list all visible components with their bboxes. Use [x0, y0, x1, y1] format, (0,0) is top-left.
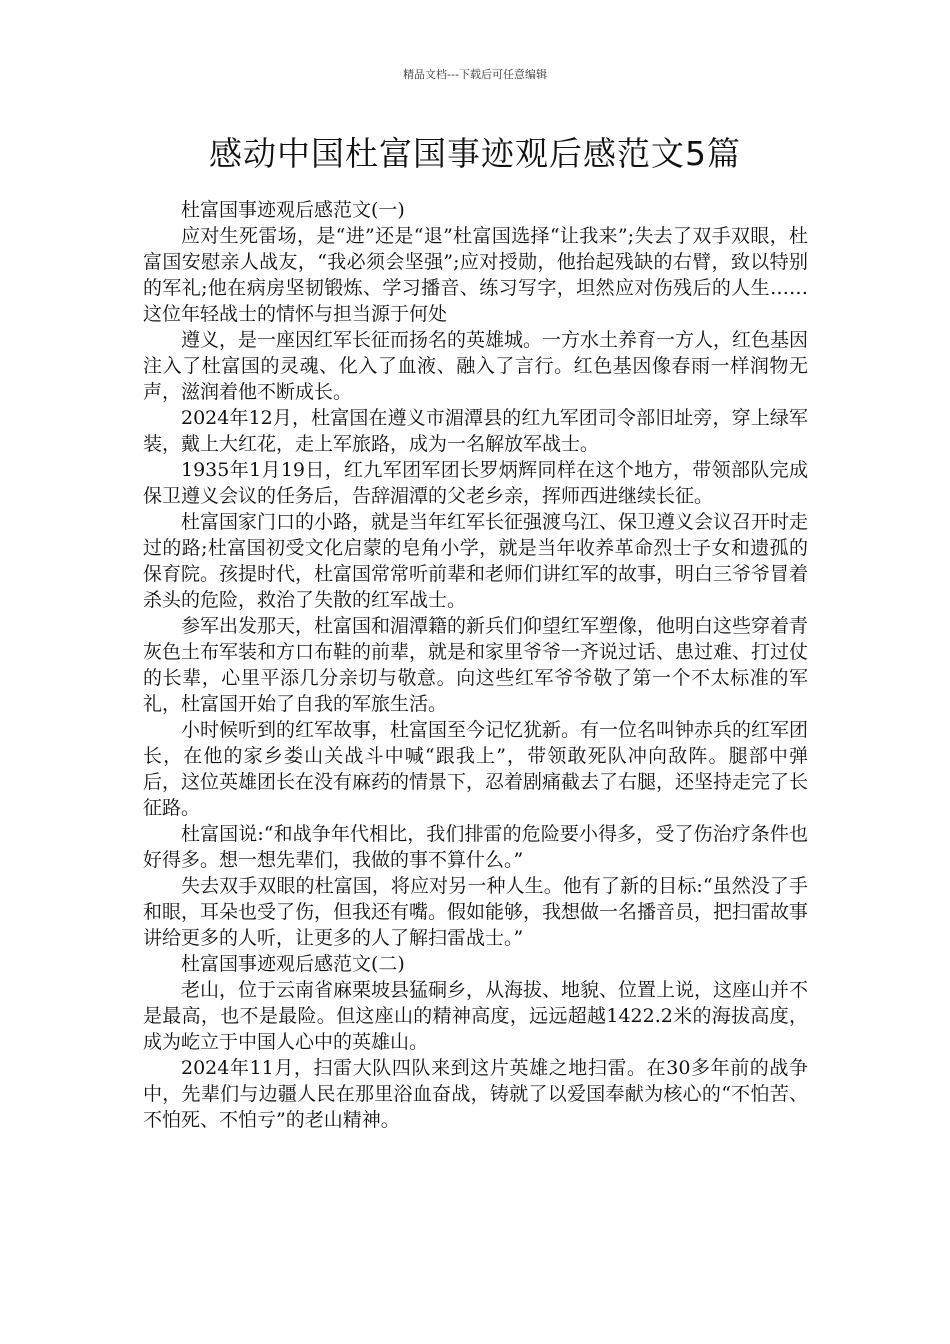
body-paragraph: 小时候听到的红军故事，杜富国至今记忆犹新。有一位名叫钟赤兵的红军团长，在他的家乡娄山关战斗中喊“跟我上”，带领敢死队冲向敌阵。腿部中弹后，这位英雄团长在没有麻药的情景下，忍着剧痛截去了右腿，还坚持走完了长征路。: [143, 719, 809, 819]
body-paragraph: 2024年12月，杜富国在遵义市湄潭县的红九军团司令部旧址旁，穿上绿军装，戴上大红花，走上军旅路，成为一名解放军战士。: [143, 407, 808, 455]
section-heading: 杜富国事迹观后感范文(一): [181, 199, 405, 221]
body-paragraph: 杜富国说:“和战争年代相比，我们排雷的危险要小得多，受了伤治疗条件也好得多。想一想先辈们，我做的事不算什么。”: [143, 823, 808, 871]
body-paragraph: 失去双手双眼的杜富国，将应对另一种人生。他有了新的目标:“虽然没了手和眼，耳朵也受了伤，但我还有嘴。假如能够，我想做一名播音员，把扫雷故事讲给更多的人听，让更多的人了解扫雷战士。”: [143, 875, 809, 949]
section-heading: 杜富国事迹观后感范文(二): [181, 953, 405, 975]
document-title: 感动中国杜富国事迹观后感范文5篇: [209, 134, 741, 173]
body-paragraph: 应对生死雷场，是“进”还是“退”杜富国选择“让我来”;失去了双手双眼，杜富国安慰亲人战友，“我必须会坚强”;应对授勋，他抬起残缺的右臂，致以特别的军礼;他在病房坚韧锻炼、学习播音、练习写字，坦然应对伤残后的人生……这位年轻战士的情怀与担当源于何处: [143, 225, 808, 325]
body-paragraph: 老山，位于云南省麻栗坡县猛硐乡，从海拔、地貌、位置上说，这座山并不是最高，也不是最险。但这座山的精神高度，远远超越1422.2米的海拔高度，成为屹立于中国人心中的英雄山。: [143, 979, 809, 1053]
body-paragraph: 杜富国家门口的小路，就是当年红军长征强渡乌江、保卫遵义会议召开时走过的路;杜富国初受文化启蒙的皂角小学，就是当年收养革命烈士子女和遗孤的保育院。孩提时代，杜富国常常听前辈和老师们讲红军的故事，明白三爷爷冒着杀头的危险，救治了失散的红军战士。: [143, 511, 809, 611]
body-paragraph: 1935年1月19日，红九军团军团长罗炳辉同样在这个地方，带领部队完成保卫遵义会议的任务后，告辞湄潭的父老乡亲，挥师西进继续长征。: [143, 459, 808, 507]
header-watermark: 精品文档---下载后可任意编辑: [403, 68, 547, 81]
body-paragraph: 遵义，是一座因红军长征而扬名的英雄城。一方水土养育一方人，红色基因注入了杜富国的灵魂、化入了血液、融入了言行。红色基因像春雨一样润物无声，滋润着他不断成长。: [143, 329, 809, 403]
document-body: [143, 197, 808, 1133]
body-paragraph: 参军出发那天，杜富国和湄潭籍的新兵们仰望红军塑像，他明白这些穿着青灰色土布军装和方口布鞋的前辈，就是和家里爷爷一齐说过话、患过难、打过仗的长辈，心里平添几分亲切与敬意。向这些红军爷爷敬了第一个不太标准的军礼，杜富国开始了自我的军旅生活。: [143, 615, 809, 715]
body-paragraph: 2024年11月，扫雷大队四队来到这片英雄之地扫雷。在30多年前的战争中，先辈们与边疆人民在那里浴血奋战，铸就了以爱国奉献为核心的“不怕苦、不怕死、不怕亏”的老山精神。: [143, 1057, 808, 1131]
